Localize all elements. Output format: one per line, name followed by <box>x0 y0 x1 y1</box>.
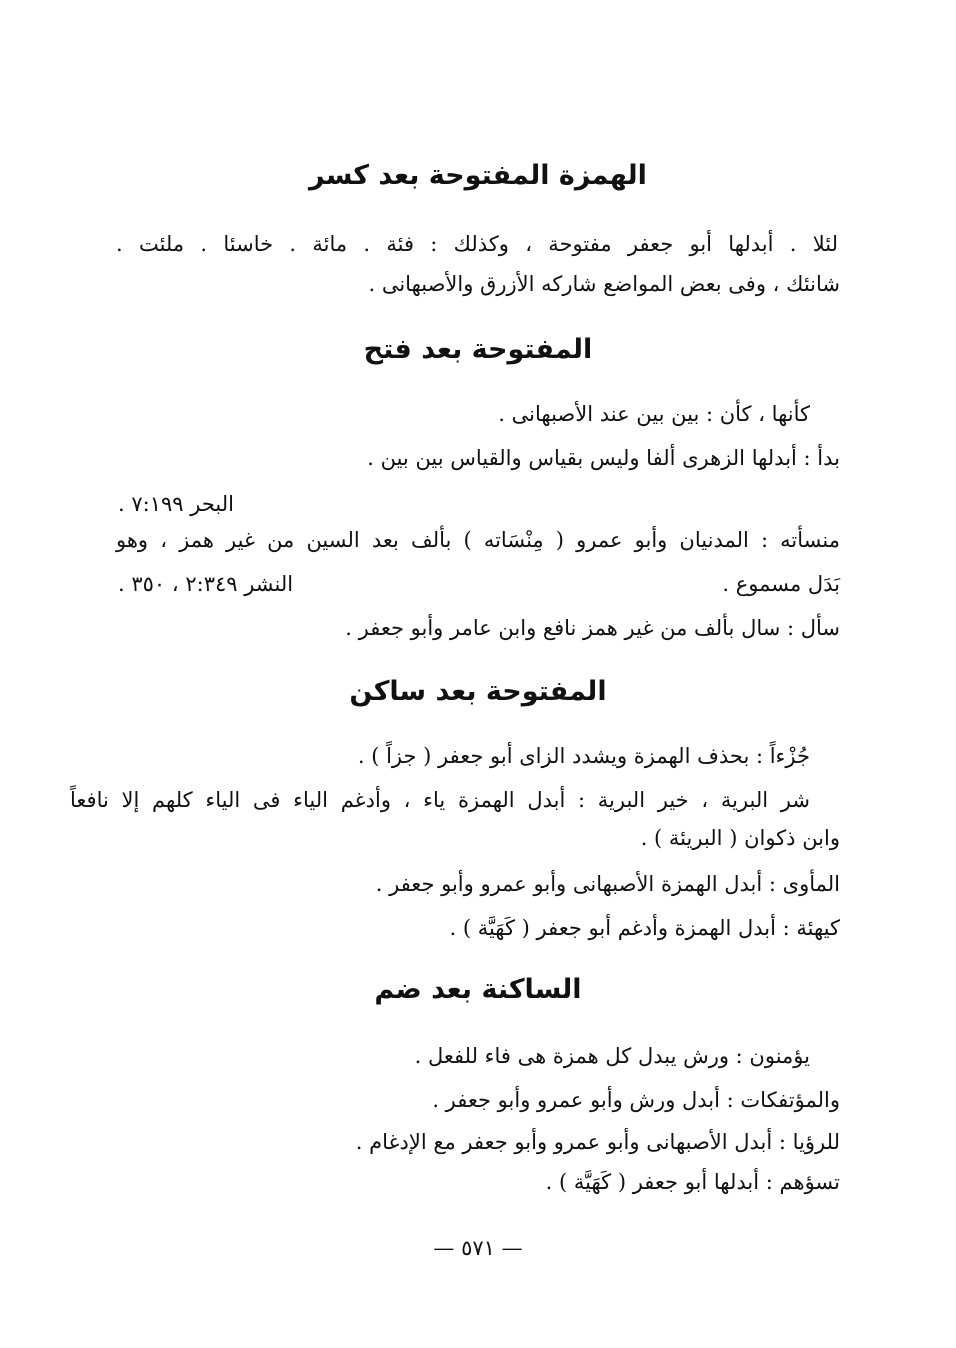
section-heading-maftuha-after-sakin: المفتوحة بعد ساكن <box>349 676 607 707</box>
body-line: سأل : سال بألف من غير همز نافع وابن عامر وأبو جعفر . <box>345 616 840 640</box>
page-number: — ٥٧١ — <box>433 1236 523 1260</box>
body-line: منسأته : المدنيان وأبو عمرو ( مِنْسَاته ) بألف بعد السين من غير همز ، وهو <box>116 528 840 552</box>
body-line: وابن ذكوان ( البريئة ) . <box>640 826 840 850</box>
body-line: جُزْءاً : بحذف الهمزة ويشدد الزاى أبو جعفر ( جزاً ) . <box>357 744 810 768</box>
body-line: المأوى : أبدل الهمزة الأصبهانى وأبو عمرو وأبو جعفر . <box>375 872 840 896</box>
section-heading-maftuha-after-fath: المفتوحة بعد فتح <box>363 334 593 365</box>
body-line: تسؤهم : أبدلها أبو جعفر ( كَهَيَّة ) . <box>545 1170 840 1194</box>
body-line: شانئك ، وفى بعض المواضع شاركه الأزرق والأصبهانى . <box>368 272 840 296</box>
body-line: للرؤيا : أبدل الأصبهانى وأبو عمرو وأبو جعفر مع الإدغام . <box>355 1130 840 1154</box>
body-line: بَدَل مسموع . <box>722 572 840 596</box>
body-line: يؤمنون : ورش يبدل كل همزة هى فاء للفعل . <box>414 1044 810 1068</box>
section-heading-hamza-after-kasra: الهمزة المفتوحة بعد كسر <box>309 160 647 191</box>
reference-citation: النشر ٢:٣٤٩ ، ٣٥٠ . <box>118 572 294 596</box>
body-line: بدأ : أبدلها الزهرى ألفا وليس بقياس والقياس بين بين . <box>367 446 840 470</box>
body-line: والمؤتفكات : أبدل ورش وأبو عمرو وأبو جعفر . <box>432 1088 840 1112</box>
body-line: شر البرية ، خير البرية : أبدل الهمزة ياء ، وأدغم الياء فى الياء كلهم إلا نافعاً <box>70 788 810 812</box>
section-heading-sakina-after-damma: الساكنة بعد ضم <box>374 974 582 1005</box>
body-line: لئلا . أبدلها أبو جعفر مفتوحة ، وكذلك : فئة . مائة . خاسئا . ملئت . <box>116 232 838 256</box>
body-line: كيهئة : أبدل الهمزة وأدغم أبو جعفر ( كَهَيَّة ) . <box>449 916 840 940</box>
body-line: كأنها ، كأن : بين بين عند الأصبهانى . <box>498 402 810 426</box>
reference-citation: البحر ٧:١٩٩ . <box>118 492 234 516</box>
